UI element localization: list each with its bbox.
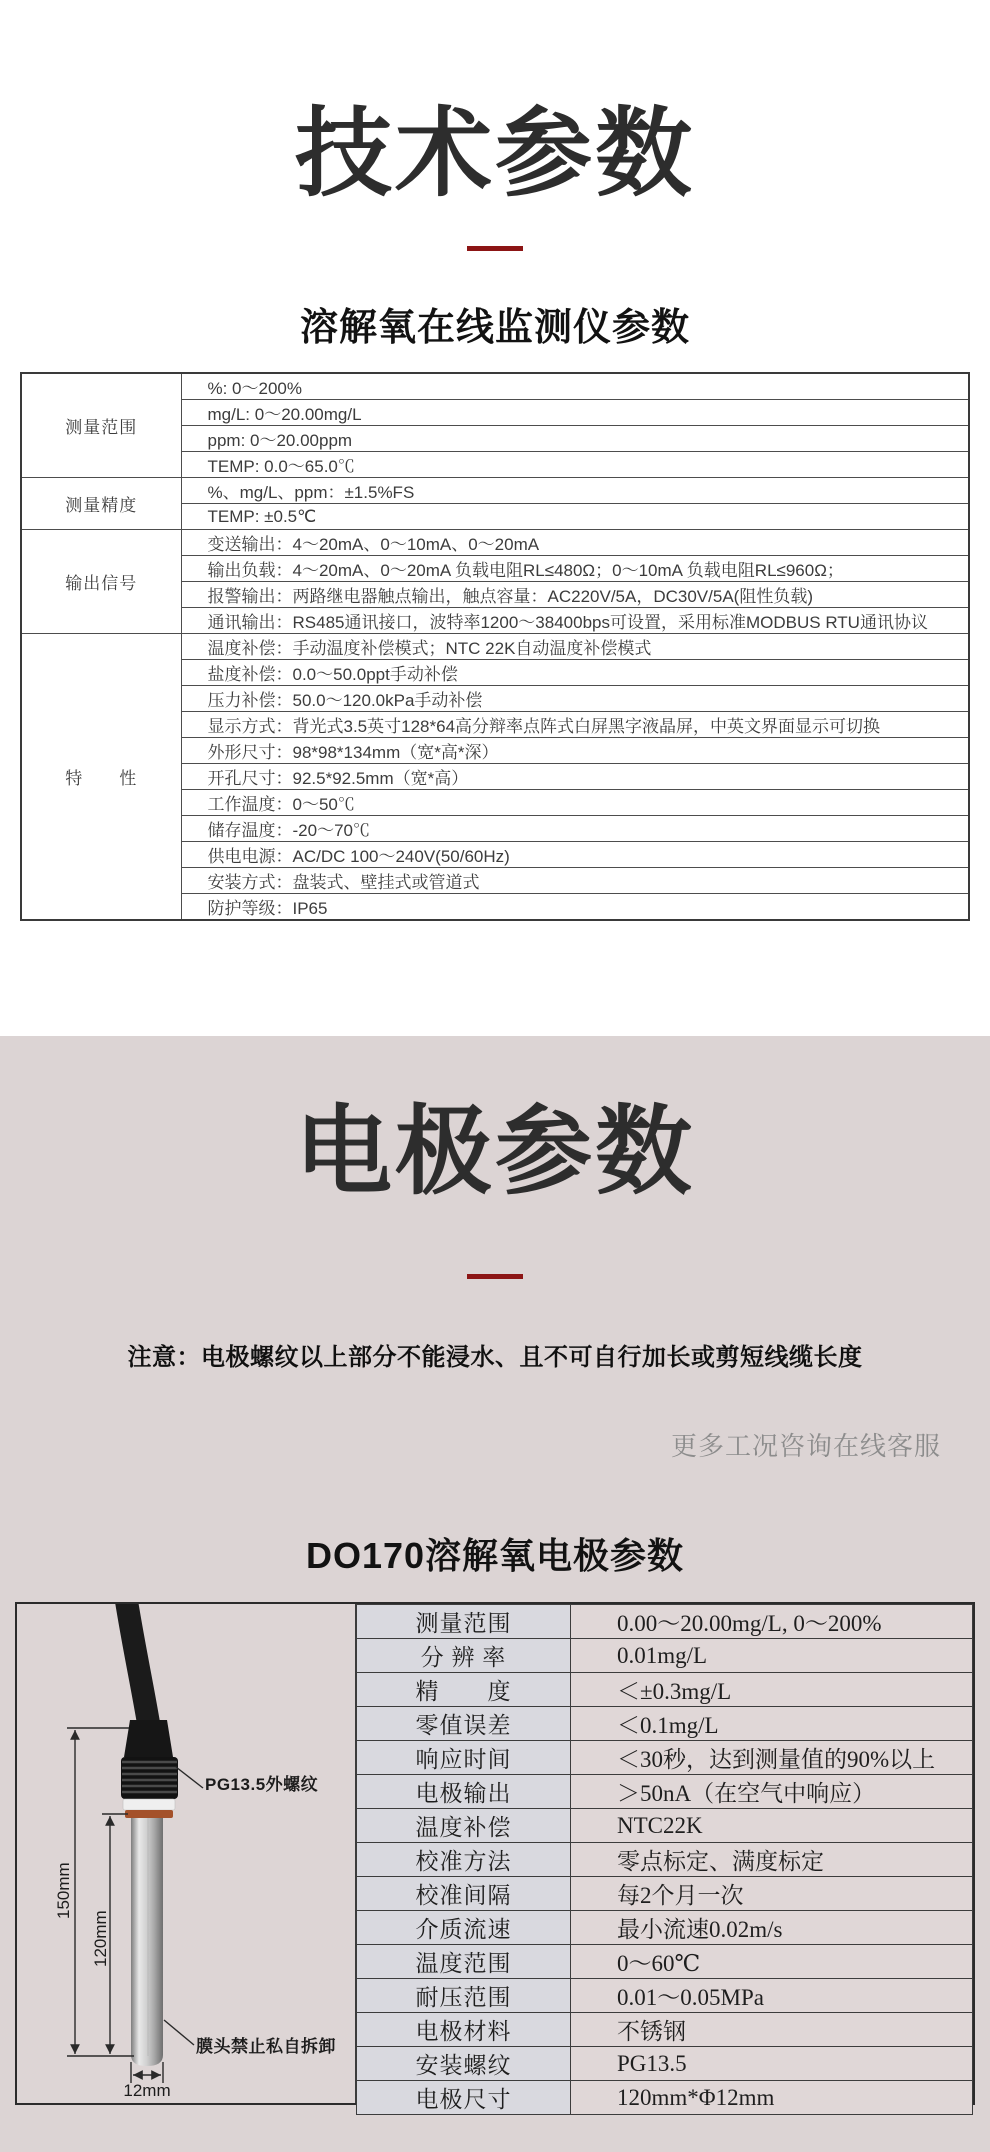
spec-value: %: 0～200% xyxy=(181,373,969,400)
spec-value: mg/L: 0～20.00mg/L xyxy=(181,400,969,426)
spec-label: 耐压范围 xyxy=(357,1979,571,2013)
spec-value: 显示方式：背光式3.5英寸128*64高分辩率点阵式白屏黑字液晶屏，中英文界面显示可切换 xyxy=(181,712,969,738)
monitor-spec-table xyxy=(20,372,970,921)
table-row xyxy=(357,1639,973,1673)
spec-value: 供电电源：AC/DC 100～240V(50/60Hz) xyxy=(181,842,969,868)
dimension-label-150mm: 150mm xyxy=(54,1862,73,1919)
spec-value: 0～60℃ xyxy=(571,1945,973,1979)
spec-value: ppm: 0～20.00ppm xyxy=(181,426,969,452)
spec-value: 盐度补偿：0.0～50.0ppt手动补偿 xyxy=(181,660,969,686)
spec-value: 工作温度：0～50℃ xyxy=(181,790,969,816)
electrode-spec-table xyxy=(356,1604,973,2115)
table-row xyxy=(357,1605,973,1639)
spec-label: 温度范围 xyxy=(357,1945,571,1979)
customer-service-hint: 更多工况咨询在线客服 xyxy=(670,1431,941,1461)
electrode-params-section xyxy=(0,1036,990,2152)
table-row xyxy=(357,1707,973,1741)
spec-value: TEMP: ±0.5℃ xyxy=(181,504,969,530)
spec-group-label: 测量范围 xyxy=(21,373,181,478)
probe-orange-ring xyxy=(125,1810,173,1818)
dimension-label-12mm: 12mm xyxy=(123,2081,171,2100)
spec-label: 电极材料 xyxy=(357,2013,571,2047)
red-divider xyxy=(467,1274,523,1279)
spec-label: 安装螺纹 xyxy=(357,2047,571,2081)
spec-value: ＜30秒，达到测量值的90%以上 xyxy=(571,1741,973,1775)
table-row xyxy=(357,1741,973,1775)
spec-value: 0.00～20.00mg/L, 0～200% xyxy=(571,1605,973,1639)
spec-value: 外形尺寸：98*98*134mm（宽*高*深） xyxy=(181,738,969,764)
table-row xyxy=(357,2081,973,2115)
spec-value: 温度补偿：手动温度补偿模式；NTC 22K自动温度补偿模式 xyxy=(181,634,969,660)
spec-value: 最小流速0.02m/s xyxy=(571,1911,973,1945)
table-row xyxy=(357,1911,973,1945)
dimension-label-120mm: 120mm xyxy=(91,1910,110,1967)
table-row xyxy=(357,1809,973,1843)
table-row xyxy=(357,1673,973,1707)
monitor-params-subtitle: 溶解氧在线监测仪参数 xyxy=(299,307,690,349)
table-row xyxy=(357,1877,973,1911)
spec-value: 储存温度：-20～70℃ xyxy=(181,816,969,842)
spec-value: 开孔尺寸：92.5*92.5mm（宽*高） xyxy=(181,764,969,790)
spec-label: 介质流速 xyxy=(357,1911,571,1945)
spec-value: 压力补偿：50.0～120.0kPa手动补偿 xyxy=(181,686,969,712)
spec-value: ＞50nA（在空气中响应） xyxy=(571,1775,973,1809)
probe-neck xyxy=(124,1720,173,1757)
spec-label: 精 度 xyxy=(357,1673,571,1707)
electrode-spec-panel xyxy=(15,1602,975,2112)
probe-white-ring xyxy=(123,1799,175,1810)
table-row xyxy=(357,2047,973,2081)
spec-label: 零值误差 xyxy=(357,1707,571,1741)
table-row xyxy=(357,1775,973,1809)
probe-shaft xyxy=(131,1818,163,2066)
monitor-spec-table-wrap xyxy=(20,372,970,921)
spec-value: 报警输出：两路继电器触点输出，触点容量：AC220V/5A，DC30V/5A(阻性负载) xyxy=(181,582,969,608)
spec-value: 每2个月一次 xyxy=(571,1877,973,1911)
spec-value: ＜0.1mg/L xyxy=(571,1707,973,1741)
spec-label: 电极输出 xyxy=(357,1775,571,1809)
table-row xyxy=(21,634,969,660)
spec-value: 变送输出：4～20mA、0～10mA、0～20mA xyxy=(181,530,969,556)
spec-value: 通讯输出：RS485通讯接口，波特率1200～38400bps可设置，采用标准MODBUS RTU通讯协议 xyxy=(181,608,969,634)
spec-value: 0.01mg/L xyxy=(571,1639,973,1673)
spec-label: 响应时间 xyxy=(357,1741,571,1775)
table-row xyxy=(21,373,969,400)
callout-line-thread xyxy=(176,1767,203,1788)
spec-label: 校准方法 xyxy=(357,1843,571,1877)
spec-value: PG13.5 xyxy=(571,2047,973,2081)
usage-notice: 注意：电极螺纹以上部分不能浸水、且不可自行加长或剪短线缆长度 xyxy=(127,1344,863,1371)
spec-value: NTC22K xyxy=(571,1809,973,1843)
spec-label: 温度补偿 xyxy=(357,1809,571,1843)
thread-callout-label: PG13.5外螺纹 xyxy=(205,1775,319,1794)
electrode-params-subtitle: DO170溶解氧电极参数 xyxy=(305,1535,685,1576)
spec-group-label: 测量精度 xyxy=(21,478,181,530)
spec-group-label: 特 性 xyxy=(21,634,181,921)
table-row xyxy=(21,478,969,504)
table-row xyxy=(357,1979,973,2013)
table-row xyxy=(357,1843,973,1877)
spec-value: 安装方式：盘装式、壁挂式或管道式 xyxy=(181,868,969,894)
table-row xyxy=(357,2013,973,2047)
callout-line-membrane xyxy=(164,2020,194,2045)
spec-value: 120mm*Φ12mm xyxy=(571,2081,973,2115)
red-divider xyxy=(467,246,523,251)
table-row xyxy=(21,530,969,556)
spec-value: ＜±0.3mg/L xyxy=(571,1673,973,1707)
spec-value: 零点标定、满度标定 xyxy=(571,1843,973,1877)
tech-params-section xyxy=(0,0,990,1036)
spec-value: TEMP: 0.0～65.0℃ xyxy=(181,452,969,478)
spec-value: 不锈钢 xyxy=(571,2013,973,2047)
table-row xyxy=(357,1945,973,1979)
spec-value: 输出负载：4～20mA、0～20mA 负载电阻RL≤480Ω；0～10mA 负载电阻RL≤960Ω； xyxy=(181,556,969,582)
spec-label: 分 辨 率 xyxy=(357,1639,571,1673)
spec-value: %、mg/L、ppm：±1.5%FS xyxy=(181,478,969,504)
membrane-callout-label: 膜头禁止私自拆卸 xyxy=(196,2037,336,2056)
electrode-section-title: 电极参数 xyxy=(295,1097,695,1206)
spec-label: 测量范围 xyxy=(357,1605,571,1639)
probe-cable xyxy=(126,1604,149,1726)
spec-label: 校准间隔 xyxy=(357,1877,571,1911)
spec-group-label: 输出信号 xyxy=(21,530,181,634)
spec-value: 0.01～0.05MPa xyxy=(571,1979,973,2013)
spec-label: 电极尺寸 xyxy=(357,2081,571,2115)
electrode-figure xyxy=(17,1604,356,2103)
spec-value: 防护等级：IP65 xyxy=(181,894,969,921)
tech-section-title: 技术参数 xyxy=(295,99,695,208)
